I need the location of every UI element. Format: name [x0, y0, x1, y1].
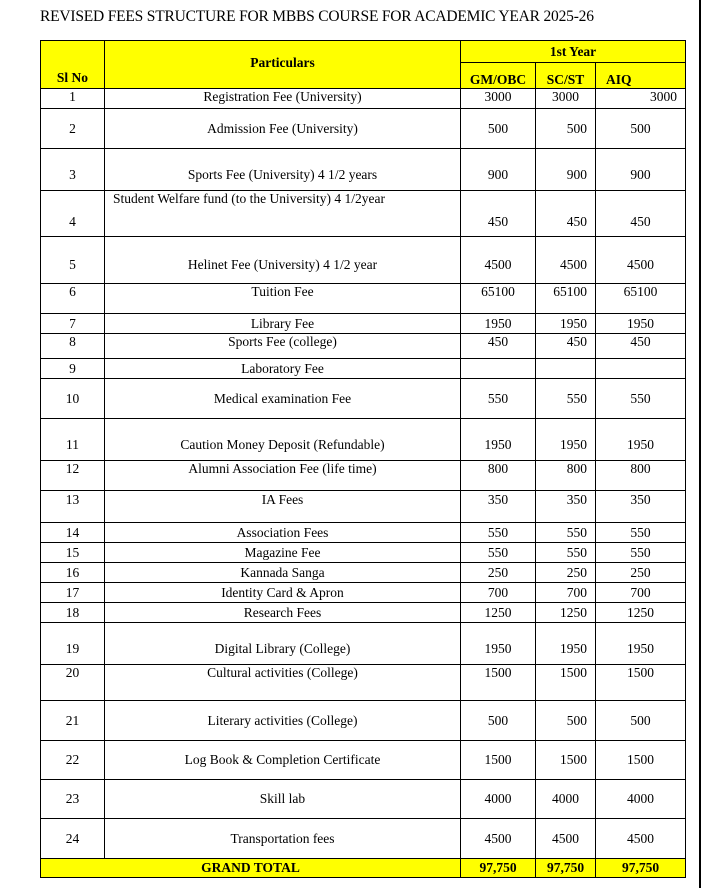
sc-st-value: 1950 — [536, 623, 596, 665]
aiq-value: 700 — [596, 583, 686, 603]
aiq-value: 350 — [596, 491, 686, 523]
table-row — [41, 359, 686, 379]
gm-obc-value: 550 — [461, 523, 536, 543]
particular: Alumni Association Fee (life time) — [105, 461, 461, 491]
sc-st-value: 350 — [536, 491, 596, 523]
particular: Digital Library (College) — [105, 623, 461, 665]
aiq-value: 1950 — [596, 314, 686, 334]
sc-st-value: 500 — [536, 109, 596, 149]
header-particulars: Particulars — [105, 41, 461, 89]
aiq-value: 800 — [596, 461, 686, 491]
sc-st-value: 3000 — [536, 89, 596, 109]
gm-obc-value: 1950 — [461, 419, 536, 461]
table-row — [41, 563, 686, 583]
gm-obc-value: 4000 — [461, 780, 536, 819]
sl-no: 1 — [41, 89, 105, 109]
aiq-value: 4500 — [596, 237, 686, 284]
sl-no: 10 — [41, 379, 105, 419]
sc-st-value: 700 — [536, 583, 596, 603]
sl-no: 9 — [41, 359, 105, 379]
particular: IA Fees — [105, 491, 461, 523]
sc-st-value: 450 — [536, 334, 596, 359]
particular: Literary activities (College) — [105, 701, 461, 741]
particular: Transportation fees — [105, 819, 461, 859]
particular: Log Book & Completion Certificate — [105, 741, 461, 780]
sc-st-value: 550 — [536, 523, 596, 543]
sc-st-value: 1500 — [536, 741, 596, 780]
aiq-value: 3000 — [596, 89, 686, 109]
sc-st-value: 1500 — [536, 665, 596, 701]
table-row — [41, 284, 686, 314]
particular: Skill lab — [105, 780, 461, 819]
gm-obc-value: 3000 — [461, 89, 536, 109]
sc-st-value: 1250 — [536, 603, 596, 623]
table-row — [41, 109, 686, 149]
sc-st-value: 800 — [536, 461, 596, 491]
sc-st-value — [536, 359, 596, 379]
particular: Identity Card & Apron — [105, 583, 461, 603]
grand-total-label: GRAND TOTAL — [41, 859, 461, 878]
gm-obc-value: 700 — [461, 583, 536, 603]
gm-obc-value: 1950 — [461, 314, 536, 334]
gm-obc-value: 550 — [461, 543, 536, 563]
sc-st-value: 500 — [536, 701, 596, 741]
sl-no: 18 — [41, 603, 105, 623]
gm-obc-value: 900 — [461, 149, 536, 191]
page-edge-line — [699, 0, 701, 888]
particular: Admission Fee (University) — [105, 109, 461, 149]
aiq-value: 500 — [596, 109, 686, 149]
sl-no: 8 — [41, 334, 105, 359]
sc-st-value: 4000 — [536, 780, 596, 819]
sl-no: 23 — [41, 780, 105, 819]
sl-no: 16 — [41, 563, 105, 583]
table-row — [41, 191, 686, 237]
particular: Research Fees — [105, 603, 461, 623]
sc-st-value: 900 — [536, 149, 596, 191]
gm-obc-value: 500 — [461, 701, 536, 741]
sl-no: 24 — [41, 819, 105, 859]
sl-no: 20 — [41, 665, 105, 701]
sl-no: 15 — [41, 543, 105, 563]
aiq-value: 250 — [596, 563, 686, 583]
table-row — [41, 780, 686, 819]
gm-obc-value: 4500 — [461, 819, 536, 859]
table-row — [41, 314, 686, 334]
fees-table — [40, 40, 686, 878]
particular: Caution Money Deposit (Refundable) — [105, 419, 461, 461]
grand-total-sc-st: 97,750 — [536, 859, 596, 878]
sl-no: 13 — [41, 491, 105, 523]
particular: Laboratory Fee — [105, 359, 461, 379]
particular: Student Welfare fund (to the University) 4 1/2year — [105, 191, 461, 237]
sl-no: 2 — [41, 109, 105, 149]
table-row — [41, 491, 686, 523]
table-row — [41, 543, 686, 563]
particular: Helinet Fee (University) 4 1/2 year — [105, 237, 461, 284]
gm-obc-value: 1950 — [461, 623, 536, 665]
aiq-value: 900 — [596, 149, 686, 191]
aiq-value: 450 — [596, 191, 686, 237]
particular: Tuition Fee — [105, 284, 461, 314]
gm-obc-value: 4500 — [461, 237, 536, 284]
gm-obc-value: 65100 — [461, 284, 536, 314]
sc-st-value: 550 — [536, 379, 596, 419]
table-row — [41, 701, 686, 741]
table-row — [41, 623, 686, 665]
header-gm-obc: GM/OBC — [461, 63, 536, 89]
particular: Medical examination Fee — [105, 379, 461, 419]
particular: Registration Fee (University) — [105, 89, 461, 109]
sc-st-value: 4500 — [536, 237, 596, 284]
gm-obc-value: 1500 — [461, 741, 536, 780]
particular: Magazine Fee — [105, 543, 461, 563]
aiq-value: 4500 — [596, 819, 686, 859]
aiq-value — [596, 359, 686, 379]
sl-no: 3 — [41, 149, 105, 191]
particular: Sports Fee (University) 4 1/2 years — [105, 149, 461, 191]
grand-total-aiq: 97,750 — [596, 859, 686, 878]
grand-total-gm-obc: 97,750 — [461, 859, 536, 878]
gm-obc-value: 800 — [461, 461, 536, 491]
sc-st-value: 550 — [536, 543, 596, 563]
table-row — [41, 819, 686, 859]
table-row — [41, 89, 686, 109]
table-row — [41, 149, 686, 191]
aiq-value: 450 — [596, 334, 686, 359]
aiq-value: 1950 — [596, 623, 686, 665]
table-row — [41, 461, 686, 491]
page-title: REVISED FEES STRUCTURE FOR MBBS COURSE FOR ACADEMIC YEAR 2025-26 — [40, 8, 594, 25]
aiq-value: 550 — [596, 379, 686, 419]
aiq-value: 500 — [596, 701, 686, 741]
sl-no: 7 — [41, 314, 105, 334]
sc-st-value: 450 — [536, 191, 596, 237]
aiq-value: 1950 — [596, 419, 686, 461]
aiq-value: 1500 — [596, 665, 686, 701]
aiq-value: 1500 — [596, 741, 686, 780]
gm-obc-value — [461, 359, 536, 379]
table-row — [41, 741, 686, 780]
sc-st-value: 250 — [536, 563, 596, 583]
sl-no: 19 — [41, 623, 105, 665]
gm-obc-value: 1500 — [461, 665, 536, 701]
sl-no: 4 — [41, 191, 105, 237]
aiq-value: 1250 — [596, 603, 686, 623]
sc-st-value: 65100 — [536, 284, 596, 314]
header-aiq: AIQ — [596, 63, 686, 89]
gm-obc-value: 1250 — [461, 603, 536, 623]
sl-no: 21 — [41, 701, 105, 741]
table-row — [41, 665, 686, 701]
sl-no: 5 — [41, 237, 105, 284]
table-row — [41, 603, 686, 623]
sl-no: 22 — [41, 741, 105, 780]
gm-obc-value: 450 — [461, 334, 536, 359]
aiq-value: 550 — [596, 543, 686, 563]
table-row — [41, 379, 686, 419]
sc-st-value: 4500 — [536, 819, 596, 859]
particular: Cultural activities (College) — [105, 665, 461, 701]
table-row — [41, 583, 686, 603]
particular: Sports Fee (college) — [105, 334, 461, 359]
gm-obc-value: 350 — [461, 491, 536, 523]
table-row — [41, 419, 686, 461]
gm-obc-value: 500 — [461, 109, 536, 149]
particular: Association Fees — [105, 523, 461, 543]
table-row — [41, 523, 686, 543]
aiq-value: 65100 — [596, 284, 686, 314]
sl-no: 12 — [41, 461, 105, 491]
sc-st-value: 1950 — [536, 314, 596, 334]
table-row — [41, 334, 686, 359]
header-year-group: 1st Year — [461, 41, 686, 63]
gm-obc-value: 550 — [461, 379, 536, 419]
aiq-value: 4000 — [596, 780, 686, 819]
sl-no: 14 — [41, 523, 105, 543]
sl-no: 11 — [41, 419, 105, 461]
table-row — [41, 237, 686, 284]
particular: Library Fee — [105, 314, 461, 334]
sl-no: 17 — [41, 583, 105, 603]
aiq-value: 550 — [596, 523, 686, 543]
particular: Kannada Sanga — [105, 563, 461, 583]
sc-st-value: 1950 — [536, 419, 596, 461]
grand-total-row — [41, 859, 686, 878]
gm-obc-value: 450 — [461, 191, 536, 237]
gm-obc-value: 250 — [461, 563, 536, 583]
header-sc-st: SC/ST — [536, 63, 596, 89]
sl-no: 6 — [41, 284, 105, 314]
header-sl-no: Sl No — [41, 41, 105, 89]
